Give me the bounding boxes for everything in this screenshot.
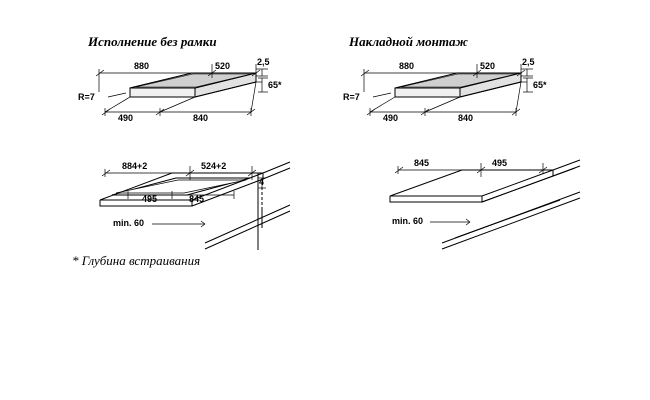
left-cutout-dim-845: 845 <box>189 194 205 204</box>
left-dim-520: 520 <box>215 61 231 71</box>
left-dim-490: 490 <box>118 113 134 123</box>
right-dim-520: 520 <box>480 61 496 71</box>
left-dim-880: 880 <box>134 61 150 71</box>
left-cutout-isometric <box>100 162 290 250</box>
right-cutout-isometric <box>390 160 580 249</box>
left-cutout-dim-524: 524+2 <box>201 161 227 171</box>
right-dim-r7: R=7 <box>343 92 360 102</box>
right-dim-65: 65* <box>533 80 547 90</box>
right-dim-2-5: 2,5 <box>522 57 535 67</box>
left-dim-2-5: 2,5 <box>257 57 270 67</box>
right-diagram-title: Накладной монтаж <box>349 34 468 49</box>
left-dim-r7: R=7 <box>78 92 95 102</box>
right-cutout-dim-min60: min. 60 <box>392 216 424 226</box>
right-cutout-dim-495: 495 <box>492 158 508 168</box>
right-cutout-dim-845: 845 <box>414 158 430 168</box>
left-dim-840: 840 <box>193 113 209 123</box>
left-cutout-dim-884: 884+2 <box>122 161 148 171</box>
left-dim-65: 65* <box>268 80 282 90</box>
right-hob-isometric <box>395 73 521 97</box>
footnote-text: * Глубина встраивания <box>72 253 201 268</box>
left-cutout-dim-min60: min. 60 <box>113 218 145 228</box>
right-dim-490: 490 <box>383 113 399 123</box>
left-diagram-title: Исполнение без рамки <box>88 34 217 49</box>
left-hob-isometric <box>130 73 256 97</box>
right-dim-840: 840 <box>458 113 474 123</box>
right-dim-880: 880 <box>399 61 415 71</box>
left-cutout-dim-4: 4 <box>259 177 265 187</box>
left-cutout-dim-495: 495 <box>142 194 158 204</box>
